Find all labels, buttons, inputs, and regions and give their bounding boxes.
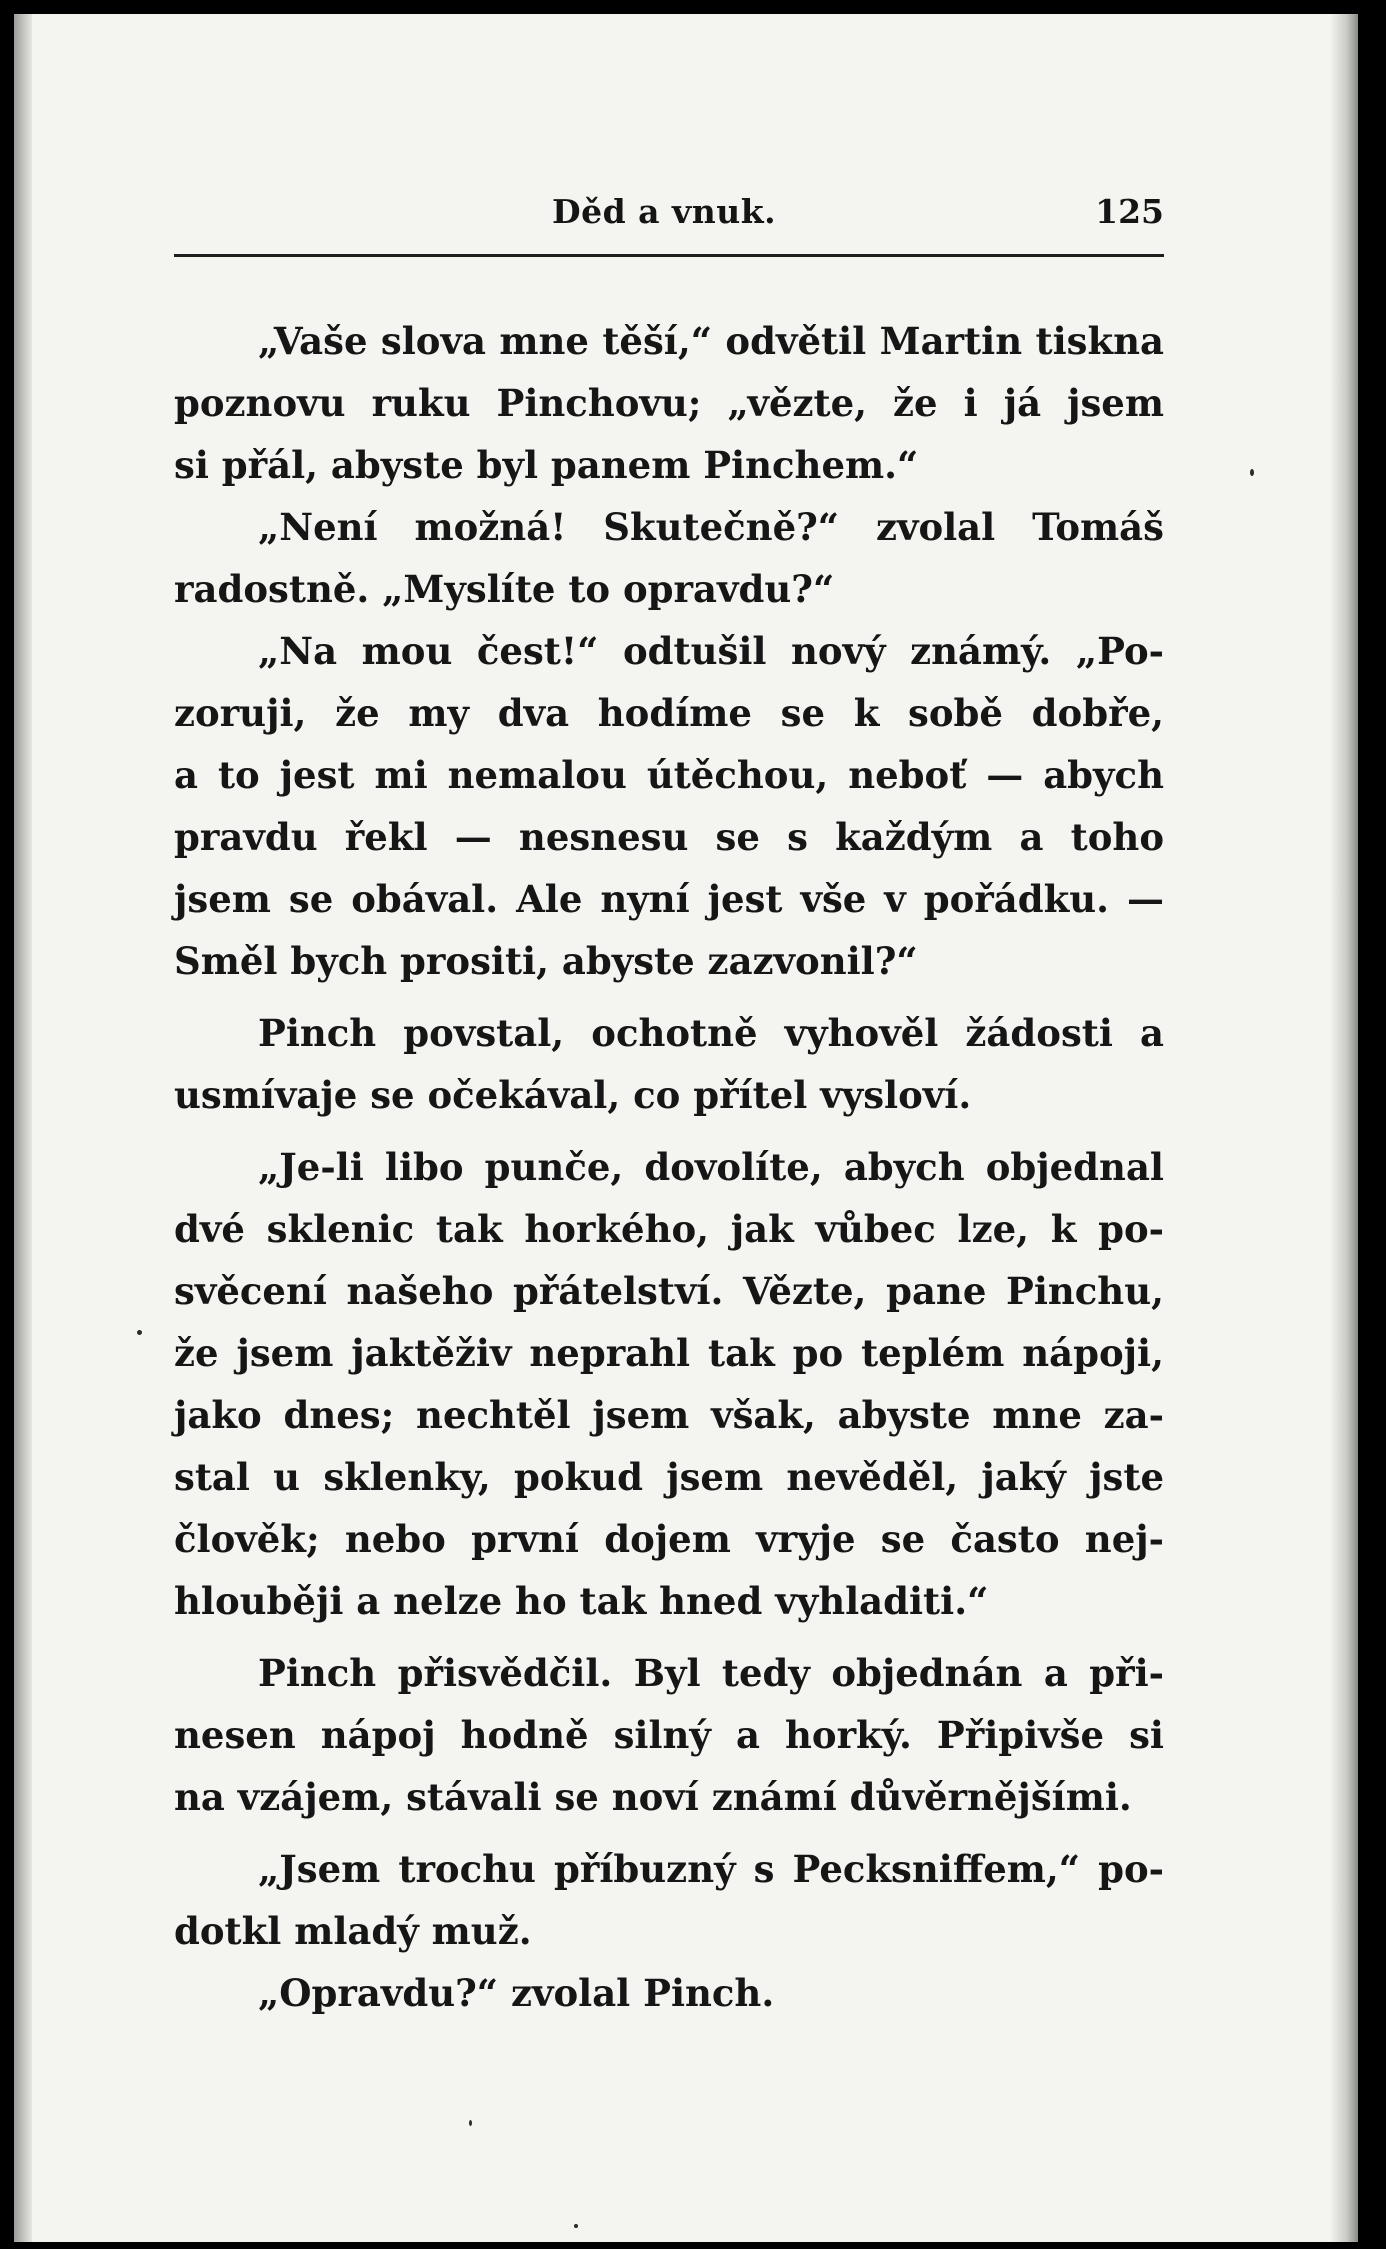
text-line: dotkl mladý muž. [174,1909,532,1953]
text-line: dvé sklenic tak horkého, jak vůbec lze, k po- [174,1207,1164,1251]
header-rule [174,254,1164,257]
text-line: Pinch povstal, ochotně vyhověl žádosti a [258,1011,1164,1055]
text-line: „Je-li libo punče, dovolíte, abych objednal [258,1145,1164,1189]
text-line: poznovu ruku Pinchovu; „vězte, že i já jsem [174,381,1164,425]
running-title: Děd a vnuk. [552,192,777,231]
page-edge-shadow [1330,14,1358,2242]
text-line: hlouběji a nelze ho tak hned vyhladiti.“ [174,1579,989,1623]
text-line: a to jest mi nemalou útěchou, neboť — abych [174,753,1164,797]
paragraph [174,1962,1164,2024]
page-number: 125 [1095,192,1164,231]
text-line: že jsem jaktěživ neprahl tak po teplém nápoji, [174,1331,1164,1375]
text-line: stal u sklenky, pokud jsem nevěděl, jaký jste [174,1455,1164,1499]
paragraph [174,1838,1164,1962]
text-line: nesen nápoj hodně silný a horký. Připivše si [174,1713,1164,1757]
text-line: si přál, abyste byl panem Pinchem.“ [174,443,919,487]
running-head [174,192,1164,236]
body-text [174,310,1164,2024]
paragraph [174,620,1164,992]
paragraph [174,310,1164,496]
paper-speck [574,2224,578,2228]
text-line: na vzájem, stávali se noví známí důvěrnějšími. [174,1775,1132,1819]
text-line: jako dnes; nechtěl jsem však, abyste mne za- [174,1393,1164,1437]
paragraph [174,496,1164,620]
book-page [14,14,1358,2242]
text-line: radostně. „Myslíte to opravdu?“ [174,567,835,611]
paper-speck [1250,469,1254,476]
text-line: usmívaje se očekával, co přítel vysloví. [174,1073,972,1117]
page-binding-shadow [14,14,32,2242]
text-line: „Vaše slova mne těší,“ odvětil Martin tiskna [258,319,1164,363]
text-line: Pinch přisvědčil. Byl tedy objednán a při- [258,1651,1164,1695]
text-line: Směl bych prositi, abyste zazvonil?“ [174,939,918,983]
paragraph [174,1642,1164,1828]
paragraph [174,1002,1164,1126]
paper-speck [137,1330,142,1335]
paragraph [174,1136,1164,1632]
text-line: pravdu řekl — nesnesu se s každým a toho [174,815,1164,859]
paper-speck [469,2120,472,2126]
text-line: člověk; nebo první dojem vryje se často nej- [174,1517,1164,1561]
text-line: jsem se obával. Ale nyní jest vše v pořádku. — [174,877,1164,921]
text-line: „Opravdu?“ zvolal Pinch. [258,1971,775,2015]
text-line: „Jsem trochu příbuzný s Pecksniffem,“ po- [258,1847,1164,1891]
text-line: zoruji, že my dva hodíme se k sobě dobře, [174,691,1164,735]
text-line: „Není možná! Skutečně?“ zvolal Tomáš [258,505,1164,549]
text-line: svěcení našeho přátelství. Vězte, pane Pinchu, [174,1269,1164,1313]
text-line: „Na mou čest!“ odtušil nový známý. „Po- [258,629,1164,673]
